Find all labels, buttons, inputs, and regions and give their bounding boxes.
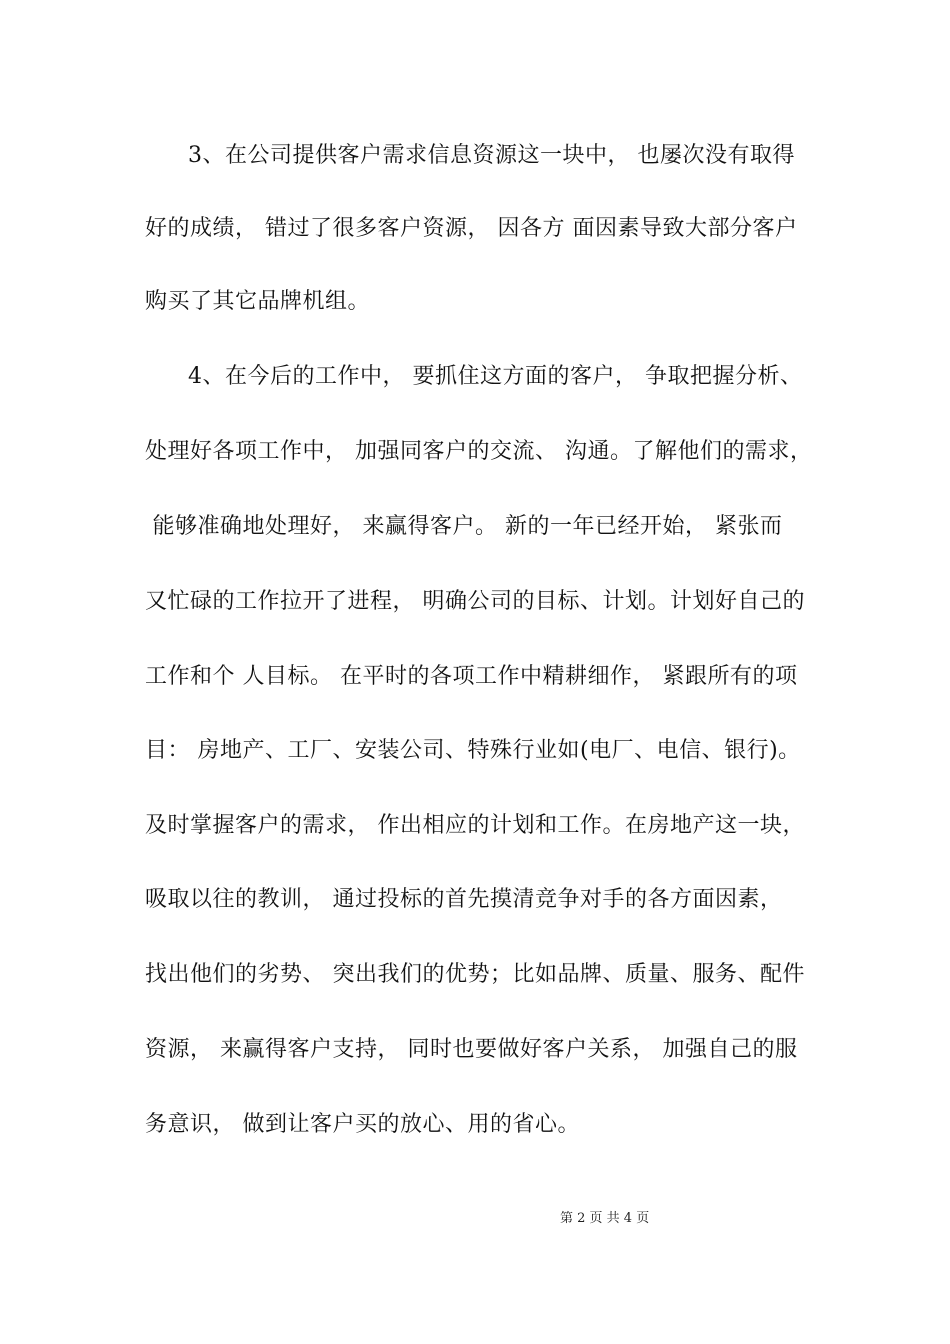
- text-line: 找出他们的劣势、 突出我们的优势；比如品牌、质量、服务、配件: [145, 962, 805, 987]
- text-line: 4、在今后的工作中， 要抓住这方面的客户， 争取把握分析、: [188, 364, 803, 389]
- text-line: 目： 房地产、工厂、安装公司、特殊行业如(电厂、电信、银行)。: [145, 738, 801, 763]
- page-number-footer: 第 2 页 共 4 页: [560, 1211, 650, 1226]
- text-line: 资源， 来赢得客户支持， 同时也要做好客户关系， 加强自己的服: [145, 1037, 798, 1062]
- text-line: 务意识， 做到让客户买的放心、用的省心。: [145, 1112, 580, 1137]
- text-line: 能够准确地处理好， 来赢得客户。 新的一年已经开始， 紧张而: [145, 514, 783, 539]
- text-line: 好的成绩， 错过了很多客户资源， 因各方 面因素导致大部分客户: [145, 216, 798, 241]
- text-line: 吸取以往的教训， 通过投标的首先摸清竞争对手的各方面因素，: [145, 887, 783, 912]
- text-line: 3、在公司提供客户需求信息资源这一块中， 也屡次没有取得: [188, 143, 795, 168]
- text-line: 又忙碌的工作拉开了进程， 明确公司的目标、计划。计划好自己的: [145, 589, 805, 614]
- text-line: 购买了其它品牌机组。: [145, 289, 371, 314]
- text-line: 处理好各项工作中， 加强同客户的交流、 沟通。了解他们的需求，: [145, 439, 813, 464]
- text-line: 工作和个 人目标。 在平时的各项工作中精耕细作， 紧跟所有的项: [145, 664, 798, 689]
- text-line: 及时掌握客户的需求， 作出相应的计划和工作。在房地产这一块，: [145, 813, 805, 838]
